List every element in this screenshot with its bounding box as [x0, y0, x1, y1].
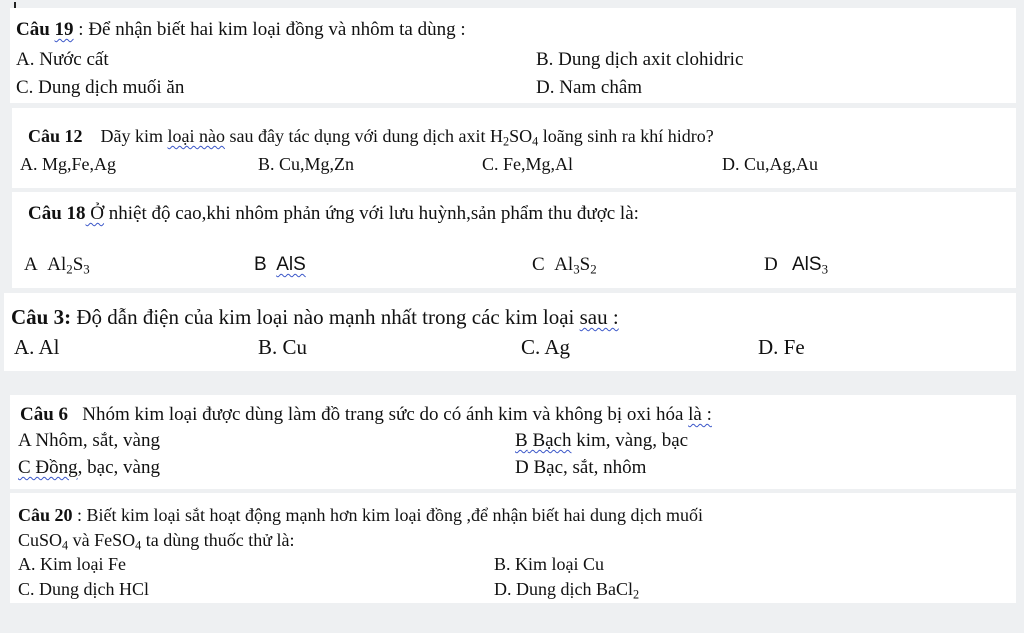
question-12-option-d[interactable]: D. Cu,Ag,Au: [722, 154, 819, 174]
question-6-option-d[interactable]: D Bạc, sắt, nhôm: [515, 457, 647, 478]
question-20-text: : Biết kim loại sắt hoạt động mạnh hơn kim loại đồng ,để nhận biết hai dung dịch muối: [72, 505, 703, 525]
question-18-d-f1: AlS: [791, 254, 822, 275]
question-12-sub-2: 4: [532, 134, 539, 149]
question-12-text-1: Dãy kim: [100, 126, 168, 146]
question-18-block: [12, 192, 1016, 288]
question-20-stem: [18, 506, 703, 524]
question-12-block: [12, 108, 1016, 188]
question-20-line2-s1: 4: [62, 538, 69, 553]
question-3-label: Câu 3:: [11, 305, 72, 329]
question-19-text: : Để nhận biết hai kim loại đồng và nhôm ta dùng :: [73, 19, 466, 40]
question-12-text-wavy: loại nào: [167, 126, 225, 146]
question-3-block: [4, 293, 1016, 371]
question-18-d-letter: D: [764, 254, 778, 275]
question-6-option-b[interactable]: [515, 431, 688, 450]
question-18-option-b[interactable]: [254, 255, 306, 274]
question-3-option-b[interactable]: B. Cu: [258, 335, 308, 359]
question-20-block: [10, 493, 1016, 603]
question-18-c-f2: S: [579, 254, 591, 275]
question-18-d-s1: 3: [821, 261, 829, 277]
question-18-option-a[interactable]: [24, 254, 90, 277]
question-20-option-a[interactable]: A. Kim loại Fe: [18, 554, 126, 574]
question-19-option-c[interactable]: C. Dung dịch muối ăn: [16, 77, 185, 98]
question-18-c-f1: Al: [554, 254, 574, 275]
question-6-option-a[interactable]: A Nhôm, sắt, vàng: [18, 430, 160, 451]
question-20-d-sub: 2: [633, 587, 640, 602]
question-19-number: 19: [54, 19, 74, 40]
question-18-c-letter: C: [532, 254, 545, 275]
question-19-label: Câu: [16, 19, 55, 40]
question-18-c-s1: 3: [573, 261, 580, 277]
question-18-stem: [28, 204, 639, 223]
question-12-option-a[interactable]: A. Mg,Fe,Ag: [20, 154, 117, 174]
question-6-block: [10, 395, 1016, 489]
question-12-text-3: SO: [509, 126, 533, 146]
question-12-sub-1: 2: [502, 134, 510, 149]
question-12-stem: [28, 126, 714, 149]
question-6-option-c[interactable]: [18, 458, 160, 477]
question-19-option-a[interactable]: A. Nước cất: [16, 49, 109, 70]
question-12-option-c[interactable]: C. Fe,Mg,Al: [482, 154, 574, 174]
question-20-line2-mid: và FeSO: [68, 530, 136, 550]
question-18-option-c[interactable]: [532, 254, 597, 277]
question-3-text-wavy: sau :: [579, 305, 619, 329]
question-18-b-letter: B: [254, 254, 267, 275]
question-3-option-c[interactable]: C. Ag: [521, 335, 571, 359]
question-18-a-f2: S: [72, 254, 84, 275]
question-18-c-s2: 2: [590, 261, 597, 277]
question-20-line2-rest: ta dùng thuốc thử là:: [141, 530, 295, 550]
question-20-stem-line2: [18, 530, 295, 553]
question-6-b-rest: kim, vàng, bạc: [571, 430, 689, 451]
question-19-stem: [16, 20, 466, 39]
question-18-text: nhiệt độ cao,khi nhôm phản ứng với lưu huỳnh,sản phẩm thu được là:: [104, 203, 639, 224]
question-19-block: [10, 8, 1016, 103]
question-12-text-2: sau đây tác dụng với dung dịch axit H: [225, 126, 503, 146]
question-20-label: Câu 20: [18, 505, 73, 525]
question-6-stem: [20, 405, 712, 424]
question-18-option-d[interactable]: [764, 254, 829, 277]
question-20-option-b[interactable]: B. Kim loại Cu: [494, 554, 605, 574]
question-20-line2-s2: 4: [135, 538, 142, 553]
question-6-b-letter: B: [515, 430, 528, 451]
question-18-a-letter: A: [24, 254, 38, 275]
question-20-d-text: D. Dung dịch BaCl: [494, 579, 633, 599]
question-6-c-wavy: C Đồng: [18, 457, 78, 478]
question-12-option-b[interactable]: B. Cu,Mg,Zn: [258, 154, 355, 174]
question-6-c-rest: , bạc, vàng: [77, 457, 160, 478]
question-18-o-char: Ở: [85, 203, 105, 224]
question-12-text-4: loãng sinh ra khí hidro?: [538, 126, 714, 146]
question-6-text: Nhóm kim loại được dùng làm đồ trang sức do có ánh kim và không bị oxi hóa: [82, 404, 689, 425]
question-20-option-c[interactable]: C. Dung dịch HCl: [18, 579, 150, 599]
question-19-option-d[interactable]: D. Nam châm: [536, 77, 643, 98]
question-12-label: Câu 12: [28, 126, 83, 146]
question-6-b-wavy: Bạch: [527, 430, 572, 451]
question-3-option-a[interactable]: A. Al: [14, 335, 60, 359]
question-19-option-b[interactable]: B. Dung dịch axit clohidric: [536, 49, 744, 70]
question-18-label: Câu 18: [28, 203, 86, 224]
question-18-a-s2: 3: [83, 261, 90, 277]
question-3-stem: [11, 307, 619, 328]
question-3-option-d[interactable]: D. Fe: [758, 335, 805, 359]
question-18-a-s1: 2: [66, 261, 73, 277]
question-20-option-d[interactable]: [494, 579, 640, 602]
question-18-a-f1: Al: [47, 254, 67, 275]
question-6-text-wavy: là :: [688, 404, 712, 425]
question-20-line2-f1: CuSO: [18, 530, 63, 550]
question-18-b-formula: AlS: [276, 254, 306, 275]
question-3-text: Độ dẫn điện của kim loại nào mạnh nhất trong các kim loại: [71, 305, 580, 329]
question-6-label: Câu 6: [20, 404, 69, 425]
